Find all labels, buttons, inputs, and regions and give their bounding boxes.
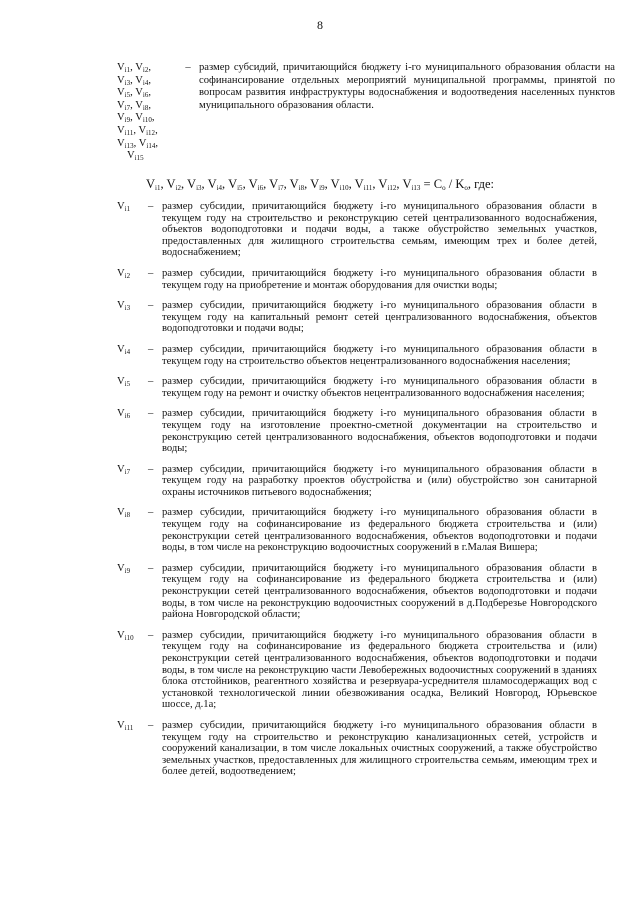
definition-variable-symbol: V (117, 463, 125, 475)
definition-variable-subscript: i1 (124, 205, 131, 213)
definition-dash: – (148, 629, 154, 641)
definition-item (117, 300, 597, 335)
formula-variable: V (187, 177, 197, 191)
definition-item (117, 630, 597, 711)
formula-subscript: i4 (216, 184, 223, 192)
variable-subscript: i11 (124, 128, 134, 137)
formula-variable: V (207, 177, 217, 191)
definition-variable-subscript: i2 (124, 271, 131, 280)
variable-subscript: i2 (142, 66, 149, 74)
formula-variable: V (166, 177, 176, 191)
formula-variable: V (269, 177, 279, 191)
definition-dash: – (148, 562, 154, 574)
formula-variable: V (330, 177, 340, 191)
formula-comma: , (160, 177, 167, 191)
variable-comma: , (148, 62, 151, 73)
intro-variable-list (117, 62, 177, 163)
definition-text: размер субсидии, причитающийся бюджету i-го муниципального образования области в текущем году на строительство и реконструкцию сетей централизованного водоснабжения, объектов водоподготовки и подачи воды, а также обустройство земельных участков, предоставленных для жилищного строительства семьям, имеющим трех и более детей, водоснабжением; (162, 201, 597, 259)
definition-dash: – (148, 376, 154, 388)
definition-variable-symbol: V (117, 201, 125, 212)
definition-variable-symbol: V (117, 343, 125, 355)
definition-variable (117, 563, 148, 621)
formula-variable: V (289, 177, 299, 191)
variable-symbol: V (117, 74, 125, 86)
definition-item (117, 720, 597, 778)
variable-subscript: i13 (124, 141, 134, 150)
definition-text: размер субсидии, причитающийся бюджету i-го муниципального образования области в текущем году на ремонт и очистку объектов нецентрализованного водоснабжения населения; (162, 376, 597, 399)
definition-variable-subscript: i11 (124, 723, 134, 732)
definition-variable (117, 720, 148, 778)
variable-comma: , (148, 74, 151, 86)
intro-variable-line (117, 100, 177, 113)
variable-symbol: , V (130, 99, 143, 111)
intro-variable-line (117, 112, 177, 125)
definition-variable-symbol: V (117, 507, 125, 519)
formula-comma: , (324, 177, 331, 191)
definition-item (117, 464, 597, 499)
definition-variable-subscript: i7 (124, 467, 131, 476)
intro-variable-line (117, 62, 177, 75)
definition-variable (117, 408, 148, 454)
variable-subscript: i9 (124, 116, 131, 125)
formula-equals: = (420, 177, 434, 191)
variable-subscript: i3 (124, 78, 131, 87)
formula-comma: , (372, 177, 379, 191)
definition-variable (117, 344, 148, 367)
variable-subscript: i14 (146, 141, 156, 150)
definition-variable (117, 201, 148, 259)
formula-subscript: i5 (237, 184, 243, 192)
definition-variable-symbol: V (117, 629, 125, 641)
intro-variable-line (117, 138, 177, 151)
variable-subscript: i1 (124, 66, 131, 74)
definition-variable-symbol: V (117, 719, 125, 731)
intro-variable-line (117, 87, 177, 100)
formula-variable: V (378, 177, 388, 191)
variable-subscript: i6 (142, 91, 149, 100)
intro-definition-text: размер субсидий, причитающийся бюджету i-го муниципального образования области на софинансирование отдельных мероприятий муниципальной программы, принятой по вопросам развития инфраструктуры водоснабжения и водоотведения населенных пунктов муниципального образования области. (199, 62, 615, 111)
formula-subscript: i11 (363, 184, 373, 192)
definition-text: размер субсидии, причитающийся бюджету i-го муниципального образования области в текущем году на капитальный ремонт сетей централизованного водоснабжения, объектов водоподготовки и подачи воды; (162, 300, 597, 335)
formula-comma: , (283, 177, 290, 191)
formula-comma: , (222, 177, 229, 191)
definition-text: размер субсидии, причитающийся бюджету i-го муниципального образования области в текущем году на строительство объектов нецентрализованного водоснабжения населения; (162, 343, 597, 367)
intro-variable-line (117, 75, 177, 88)
formula-variable: V (228, 177, 238, 191)
formula-k-subscript: o (464, 184, 468, 192)
formula-subscript: i8 (298, 184, 305, 192)
variable-symbol: , V (130, 74, 143, 86)
intro-dash: – (185, 62, 191, 73)
variable-symbol: , V (130, 87, 143, 99)
variable-symbol: V (117, 112, 125, 124)
intro-variable-line (117, 125, 177, 138)
formula-subscript: i6 (257, 184, 264, 192)
variable-symbol: V (117, 87, 125, 99)
definition-variable-subscript: i10 (124, 633, 134, 642)
variable-subscript: i5 (124, 91, 131, 100)
variable-symbol: , V (133, 137, 147, 149)
definition-variable-subscript: i4 (124, 347, 131, 356)
definition-variable-symbol: V (117, 267, 125, 279)
formula-k: K (455, 177, 465, 191)
variable-subscript: i12 (146, 128, 156, 137)
formula-comma: , (348, 177, 355, 191)
variable-symbol: , V (133, 124, 147, 136)
variable-subscript: i8 (142, 103, 149, 112)
variable-comma: , (155, 124, 158, 136)
definition-dash: – (148, 267, 154, 279)
definition-variable (117, 464, 148, 499)
definition-dash: – (148, 408, 154, 420)
variable-comma: , (155, 137, 158, 149)
definition-dash: – (148, 463, 154, 475)
formula-comma: , (304, 177, 311, 191)
definition-item (117, 268, 597, 291)
formula-subscript: i9 (319, 184, 325, 192)
formula-subscript: i13 (411, 184, 421, 192)
definition-variable-symbol: V (117, 300, 125, 312)
variable-subscript: i15 (134, 154, 144, 163)
definition-variable-subscript: i8 (124, 511, 131, 520)
definition-text: размер субсидии, причитающийся бюджету i-го муниципального образования области в текущем году на софинансирование из федерального бюджета строительства и (или) реконструкции сетей централизованного водоснабжения, объектов водоподготовки и подачи воды, в том числе на реконструкцию части Левобережных водоочистных сооружений в зданиях блока отстойников, реагентного хозяйства и резервуара-усреднителя шламосодержащих вод с установкой технологической линии обезвоживания осадка, Великий Новгород, Юрьевское шоссе, д.1а; (162, 629, 597, 711)
definition-variable (117, 507, 148, 553)
variable-comma: , (148, 99, 151, 111)
definition-dash: – (148, 201, 154, 212)
variable-subscript: i10 (142, 116, 152, 125)
variable-subscript: i7 (124, 103, 131, 112)
formula-variable: V (310, 177, 320, 191)
formula-subscript: i2 (175, 184, 182, 192)
definition-dash: – (148, 300, 154, 312)
variable-symbol: , V (130, 112, 143, 124)
variable-symbol: V (127, 150, 135, 162)
definition-item (117, 376, 597, 399)
definition-text: размер субсидии, причитающийся бюджету i-го муниципального образования области в текущем году на софинансирование из федерального бюджета строительства и (или) реконструкции сетей централизованного водоснабжения, объектов водоподготовки и подачи воды, в том числе на реконструкцию водоочистных сооружений в д.Подберезье Новгородского района Новгородской области; (162, 562, 597, 621)
formula-divide: / (445, 177, 456, 191)
definition-text: размер субсидии, причитающийся бюджету i-го муниципального образования области в текущем году на софинансирование из федерального бюджета строительства и (или) реконструкции сетей централизованного водоснабжения, объектов водоподготовки и подачи воды, в том числе на реконструкцию водоочистных сооружений в г.Малая Вишера; (162, 507, 597, 554)
definition-item (117, 563, 597, 621)
definition-item (117, 344, 597, 367)
formula-comma: , (242, 177, 249, 191)
formula-tail: , где: (467, 177, 494, 191)
definition-variable (117, 376, 148, 399)
definition-item (117, 408, 597, 454)
variable-symbol: V (117, 99, 125, 111)
formula-subscript: i3 (196, 184, 202, 192)
formula-comma: , (201, 177, 208, 191)
formula-variable: V (402, 177, 412, 191)
variable-subscript: i4 (142, 78, 149, 87)
formula-comma: , (181, 177, 188, 191)
formula-subscript: i12 (387, 184, 397, 192)
variable-comma: , (151, 112, 155, 124)
intro-variable-line (117, 150, 177, 163)
formula-subscript: i7 (278, 184, 284, 192)
definition-variable-symbol: V (117, 408, 125, 420)
variable-symbol: V (117, 124, 125, 136)
definition-variable-subscript: i6 (124, 412, 131, 421)
formula-comma: , (396, 177, 403, 191)
definition-text: размер субсидии, причитающийся бюджету i-го муниципального образования области в текущем году на приобретение и монтаж оборудования для очистки воды; (162, 267, 597, 291)
definition-item (117, 201, 597, 259)
definition-variable (117, 630, 148, 711)
formula-variable: V (146, 177, 156, 191)
variable-symbol: V (117, 62, 125, 73)
definition-text: размер субсидии, причитающийся бюджету i-го муниципального образования области в текущем году на строительство и реконструкцию канализационных сетей, устройств и сооружений канализации, в том числе локальных очистных сооружений, а также обустройство земельных участков, предоставленных для жилищного строительства семьям, имеющим трех и более детей, водоотведением; (162, 719, 597, 778)
formula-subscript: i10 (339, 184, 349, 192)
formula-subscript: i1 (155, 184, 161, 192)
definition-dash: – (148, 507, 154, 519)
definition-variable-subscript: i9 (124, 566, 131, 575)
variable-symbol: V (117, 137, 125, 149)
definition-variable-subscript: i5 (124, 380, 131, 389)
definition-variable (117, 300, 148, 335)
definition-variable (117, 268, 148, 291)
variable-symbol: , V (130, 62, 143, 73)
definition-item (117, 507, 597, 553)
formula-c-subscript: o (442, 184, 446, 192)
formula-variable: V (248, 177, 258, 191)
definition-text: размер субсидии, причитающийся бюджету i-го муниципального образования области в текущем году на изготовление проектно-сметной документации на строительство и реконструкцию сетей централизованного водоснабжения, объектов водоподготовки и подачи воды; (162, 408, 597, 455)
definition-variable-subscript: i3 (124, 304, 131, 313)
definition-dash: – (148, 719, 154, 731)
variable-comma: , (148, 87, 151, 99)
definition-variable-symbol: V (117, 562, 125, 574)
definition-variable-symbol: V (117, 376, 125, 388)
formula-variable: V (354, 177, 364, 191)
definitions-list (117, 201, 597, 778)
formula-c: C (433, 177, 443, 191)
page-number: 8 (317, 18, 323, 32)
definition-text: размер субсидии, причитающийся бюджету i-го муниципального образования области в текущем году на разработку проектов обустройства и (или) обустройство зон санитарной охраны источников питьевого водоснабжения; (162, 463, 597, 498)
formula (0, 177, 640, 192)
definition-dash: – (148, 343, 154, 355)
intro-definition (117, 62, 615, 163)
formula-comma: , (263, 177, 270, 191)
